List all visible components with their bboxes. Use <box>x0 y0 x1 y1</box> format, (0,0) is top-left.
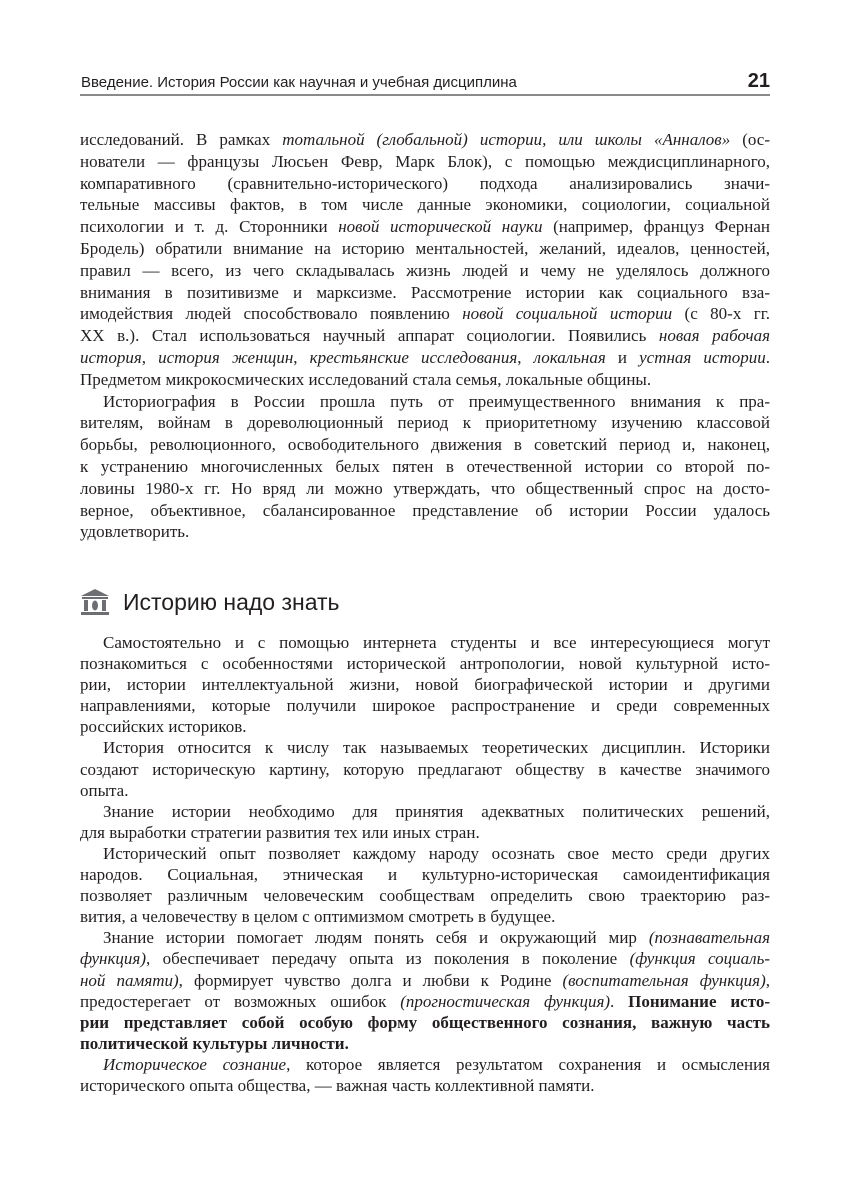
italic-text: локальная <box>533 347 606 367</box>
text-run: , <box>141 347 159 367</box>
text-line <box>80 347 770 369</box>
text-line <box>80 759 770 780</box>
text-line <box>80 260 770 282</box>
italic-text: (прогностическая функция) <box>400 991 611 1011</box>
text-line <box>80 653 770 674</box>
body-text-section-1 <box>80 129 770 543</box>
text-run: предостерегает от возможных ошибок <box>80 991 401 1011</box>
italic-text: история <box>80 347 142 367</box>
italic-text: новая рабочая <box>658 326 771 346</box>
text-line <box>80 238 770 260</box>
text-line <box>80 194 770 216</box>
text-line <box>80 303 770 325</box>
paragraph <box>80 737 770 800</box>
text-run: направлениями, которые получили широкое распространение и среди современных <box>80 696 770 716</box>
museum-icon <box>80 588 110 616</box>
italic-text: функция) <box>80 949 146 969</box>
text-run: ловины 1980-х гг. Но вряд ли можно утверждать, что общественный спрос на досто- <box>80 478 770 498</box>
italic-text: крестьянские исследования <box>309 347 518 367</box>
text-run: психологии и т. д. Сторонники <box>80 217 339 237</box>
text-run: вителям, войнам в дореволюционный период к приоритетному изучению классовой <box>80 413 770 433</box>
bold-text: Понимание исто- <box>628 991 770 1011</box>
text-run: компаративного (сравнительно-исторического) подхода анализировались значи- <box>80 173 770 193</box>
text-run: . <box>765 347 771 367</box>
text-run: История относится к числу так называемых теоретических дисциплин. Историки <box>103 738 770 758</box>
text-line <box>80 674 770 695</box>
text-line <box>80 216 770 238</box>
text-run: (с 80-х гг. <box>672 304 770 324</box>
bold-text: политической культуры личности. <box>80 1033 349 1053</box>
text-line <box>80 780 770 801</box>
text-run: , которое является результатом сохранения и осмысления <box>286 1054 770 1074</box>
text-run: исследований. В рамках <box>80 130 283 149</box>
italic-text: устная истории <box>639 347 766 367</box>
text-run: XX в.). Стал использоваться научный аппарат социологии. Появились <box>80 326 659 346</box>
text-line <box>80 434 770 456</box>
text-line <box>80 906 770 927</box>
text-line <box>80 970 770 991</box>
text-line <box>80 369 770 391</box>
text-run: верное, объективное, сбалансированное представление об истории России удалось <box>80 500 770 520</box>
text-line <box>80 412 770 434</box>
text-run: Исторический опыт позволяет каждому народу осознать свое место среди других <box>103 843 770 863</box>
text-run: удовлетворить. <box>80 522 190 542</box>
text-line <box>80 695 770 716</box>
text-line <box>80 801 770 822</box>
text-run: (ос- <box>730 130 770 149</box>
italic-text: (воспитательная функция) <box>562 970 766 990</box>
italic-text: история женщин <box>158 347 294 367</box>
text-line <box>80 991 770 1012</box>
text-line <box>80 478 770 500</box>
text-run: к устранению многочисленных белых пятен в отечественной истории со второй по- <box>80 456 770 476</box>
italic-text: тотальной (глобальной) истории, или школы «Анналов» <box>282 130 731 149</box>
text-run: Знание истории необходимо для принятия адекватных политических решений, <box>103 801 770 821</box>
text-run: тельные массивы фактов, в том числе данные экономики, социологии, социальной <box>80 195 770 215</box>
text-line <box>80 151 770 173</box>
italic-text: (познавательная <box>648 928 770 948</box>
text-run: и <box>605 347 640 367</box>
text-line <box>80 1033 770 1054</box>
text-line <box>80 632 770 653</box>
text-run: Историография в России прошла путь от преимущественного внимания к пра- <box>103 391 770 411</box>
text-line <box>80 885 770 906</box>
text-run: познакомиться с особенностями исторической антропологии, новой культурной исто- <box>80 654 770 674</box>
text-run: народов. Социальная, этническая и культурно-историческая самоидентификация <box>80 865 770 885</box>
text-line <box>80 822 770 843</box>
text-run: Бродель) обратили внимание на историю ментальностей, желаний, идеалов, ценностей, <box>80 238 770 258</box>
italic-text: ной памяти) <box>80 970 179 990</box>
italic-text: новой социальной истории <box>462 304 673 324</box>
text-run: создают историческую картину, которую предлагают обществу в качестве значимого <box>80 759 770 779</box>
text-run: правил — всего, из чего складывалась жизнь людей и чему не уделялось должного <box>80 260 770 280</box>
text-run: для выработки стратегии развития тех или иных стран. <box>80 822 480 842</box>
text-run: Предметом микрокосмических исследований стала семья, локальные общины. <box>80 369 652 389</box>
text-line <box>80 1054 770 1075</box>
paragraph <box>80 129 770 391</box>
text-run: внимания в позитивизме и марксизме. Рассмотрение истории как социального вза- <box>80 282 770 302</box>
text-run: . <box>610 991 629 1011</box>
italic-text: новой исторической науки <box>338 217 543 237</box>
text-run: , <box>765 970 770 990</box>
paragraph <box>80 801 770 843</box>
text-run: борьбы, революционного, освободительного движения в советский период и, наконец, <box>80 435 770 455</box>
text-line <box>80 282 770 304</box>
text-run: вития, а человечеству в целом с оптимизмом смотреть в будущее. <box>80 907 556 927</box>
text-line <box>80 716 770 737</box>
running-head <box>80 72 770 96</box>
text-line <box>80 948 770 969</box>
paragraph <box>80 632 770 737</box>
italic-text: (функция социаль- <box>629 949 770 969</box>
text-line <box>80 325 770 347</box>
text-line <box>80 391 770 413</box>
text-line <box>80 173 770 195</box>
running-head-title: Введение. История России как научная и учебная дисциплина <box>81 74 517 91</box>
text-run: российских историков. <box>80 717 247 737</box>
text-run: имодействия людей способствовало появлению <box>80 304 463 324</box>
paragraph <box>80 391 770 544</box>
text-run: позволяет различным человеческим сообществам определить свою траекторию раз- <box>80 886 770 906</box>
text-line <box>80 500 770 522</box>
paragraph <box>80 927 770 1054</box>
section-heading-title: Историю надо знать <box>123 588 340 615</box>
text-run: , <box>293 347 310 367</box>
page-number: 21 <box>747 70 770 92</box>
paragraph <box>80 843 770 927</box>
text-run: опыта. <box>80 780 129 800</box>
text-run: , формирует чувство долга и любви к Родине <box>178 970 563 990</box>
text-run: исторического опыта общества, — важная часть коллективной памяти. <box>80 1075 595 1095</box>
text-line <box>80 1012 770 1033</box>
text-run: Знание истории помогает людям понять себя и окружающий мир <box>103 928 649 948</box>
text-line <box>80 864 770 885</box>
bold-text: рии представляет собой особую форму общественного сознания, важную часть <box>80 1012 770 1032</box>
text-line <box>80 129 770 151</box>
paragraph <box>80 1054 770 1096</box>
text-run: (например, француз Фернан <box>542 217 770 237</box>
text-run: Самостоятельно и с помощью интернета студенты и все интересующиеся могут <box>103 633 770 652</box>
text-line <box>80 843 770 864</box>
text-run: , <box>517 347 534 367</box>
italic-text: Историческое сознание <box>103 1054 287 1074</box>
text-line <box>80 737 770 758</box>
text-run: рии, истории интеллектуальной жизни, новой биографической истории и другими <box>80 675 770 695</box>
text-run: , обеспечивает передачу опыта из поколения в поколение <box>146 949 630 969</box>
section-heading <box>80 586 340 618</box>
body-text-section-2 <box>80 632 770 1096</box>
text-run: нователи — французы Люсьен Февр, Марк Блок), с помощью междисциплинарного, <box>80 151 770 171</box>
text-line <box>80 927 770 948</box>
text-line <box>80 1075 770 1096</box>
text-line <box>80 456 770 478</box>
text-line <box>80 521 770 543</box>
